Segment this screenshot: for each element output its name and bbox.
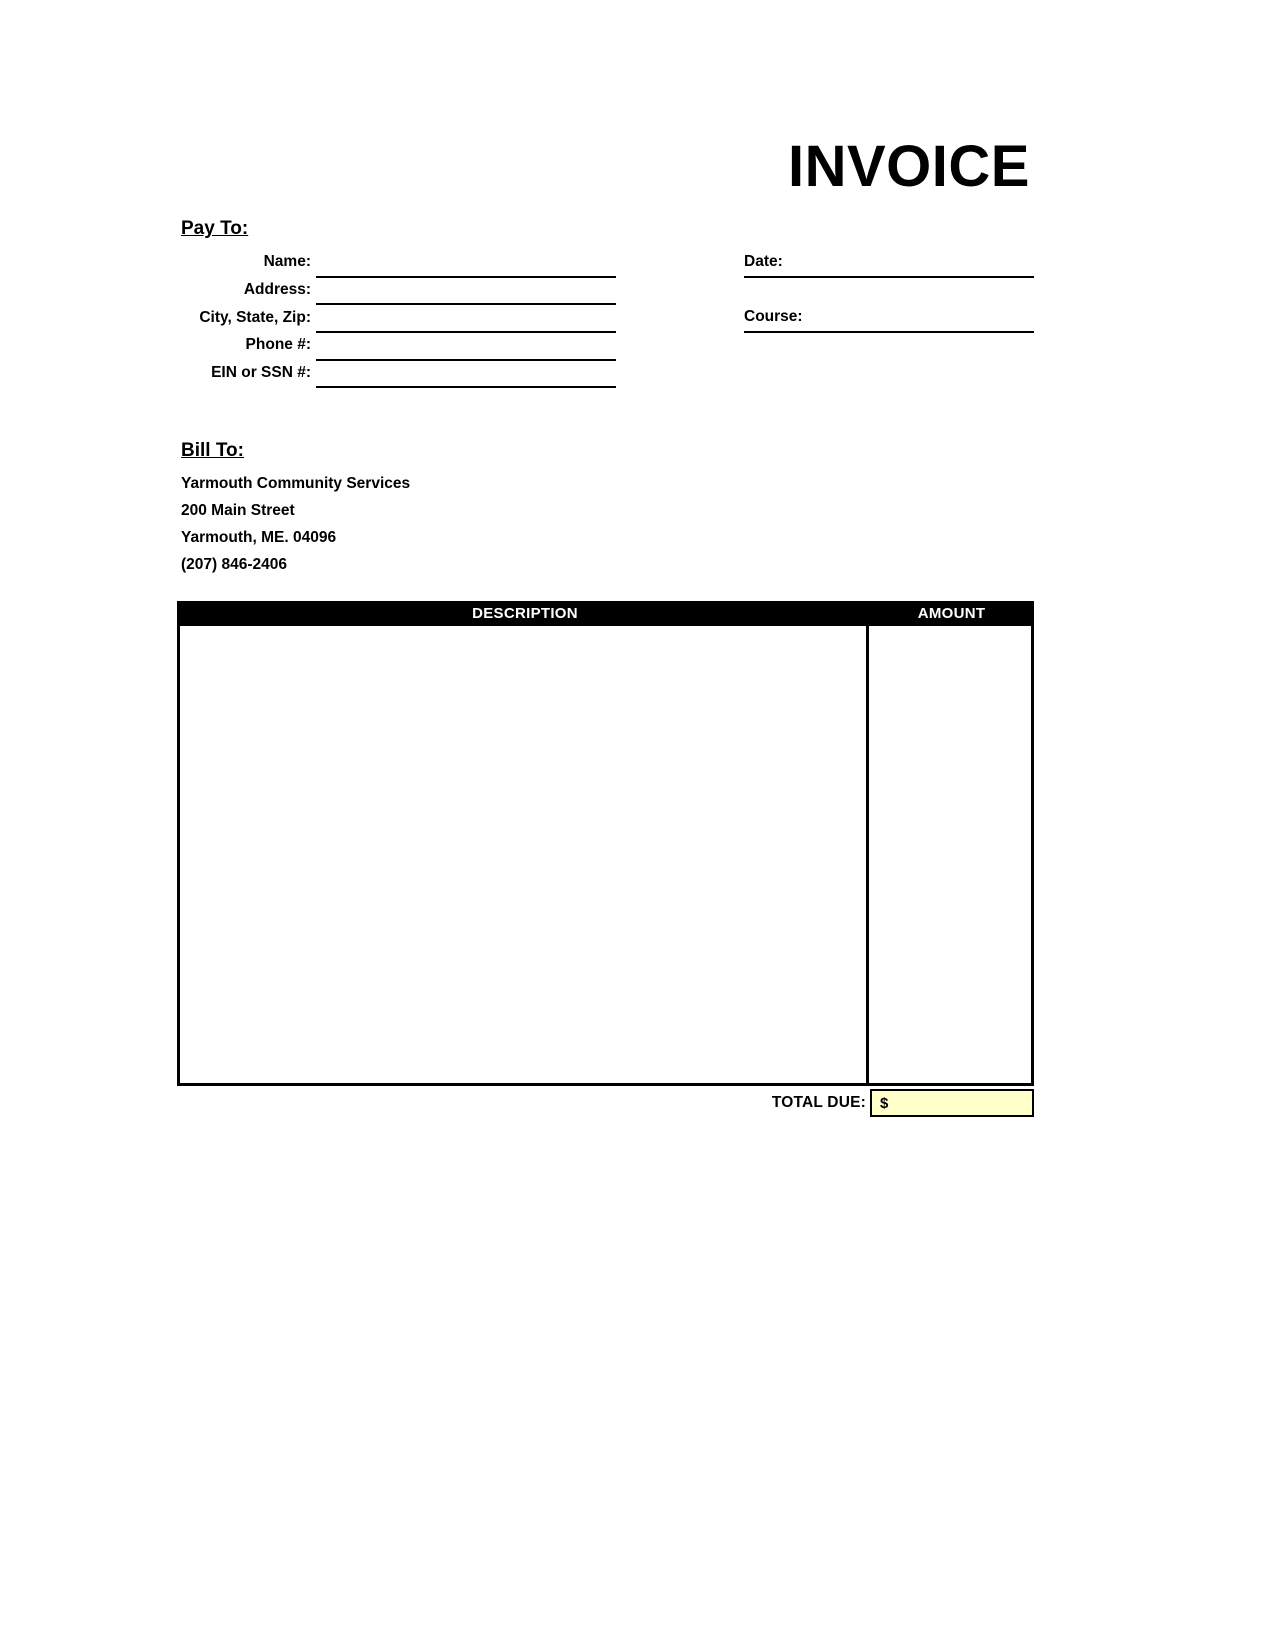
date-label: Date:	[744, 253, 783, 270]
course-input[interactable]	[744, 331, 1034, 333]
total-due-label: TOTAL DUE:	[771, 1094, 866, 1111]
pay-to-phone-label: Phone #:	[245, 336, 311, 353]
bill-to-heading: Bill To:	[181, 440, 244, 461]
bill-to-line: Yarmouth Community Services	[181, 475, 411, 492]
pay-to-address-label: Address:	[243, 281, 311, 298]
pay-to-ein-ssn-input[interactable]	[316, 386, 616, 388]
course-label: Course:	[744, 308, 803, 325]
description-entry-area[interactable]	[180, 626, 869, 1083]
pay-to-heading: Pay To:	[181, 218, 249, 239]
column-header-amount: AMOUNT	[917, 605, 986, 622]
pay-to-address-input[interactable]	[316, 303, 616, 305]
pay-to-name-input[interactable]	[316, 276, 616, 278]
pay-to-city-state-zip-label: City, State, Zip:	[199, 309, 311, 326]
total-due-field[interactable]	[870, 1089, 1034, 1117]
bill-to-line: Yarmouth, ME. 04096	[181, 529, 337, 546]
pay-to-phone-input[interactable]	[316, 359, 616, 361]
pay-to-city-state-zip-input[interactable]	[316, 331, 616, 333]
bill-to-line: (207) 846-2406	[181, 556, 287, 573]
date-input[interactable]	[744, 276, 1034, 278]
bill-to-address-block	[181, 470, 410, 578]
total-due-row	[177, 1089, 1034, 1117]
bill-to-line: 200 Main Street	[181, 502, 295, 519]
amount-entry-area[interactable]	[869, 626, 1031, 1083]
page-title: INVOICE	[788, 134, 1030, 199]
pay-to-name-label: Name:	[263, 253, 311, 270]
line-items-table	[177, 601, 1034, 1086]
column-header-description: DESCRIPTION	[472, 605, 578, 622]
table-body	[177, 626, 1034, 1086]
table-header-row	[177, 601, 1034, 626]
currency-symbol: $	[880, 1095, 889, 1112]
pay-to-ein-ssn-label: EIN or SSN #:	[211, 364, 311, 381]
